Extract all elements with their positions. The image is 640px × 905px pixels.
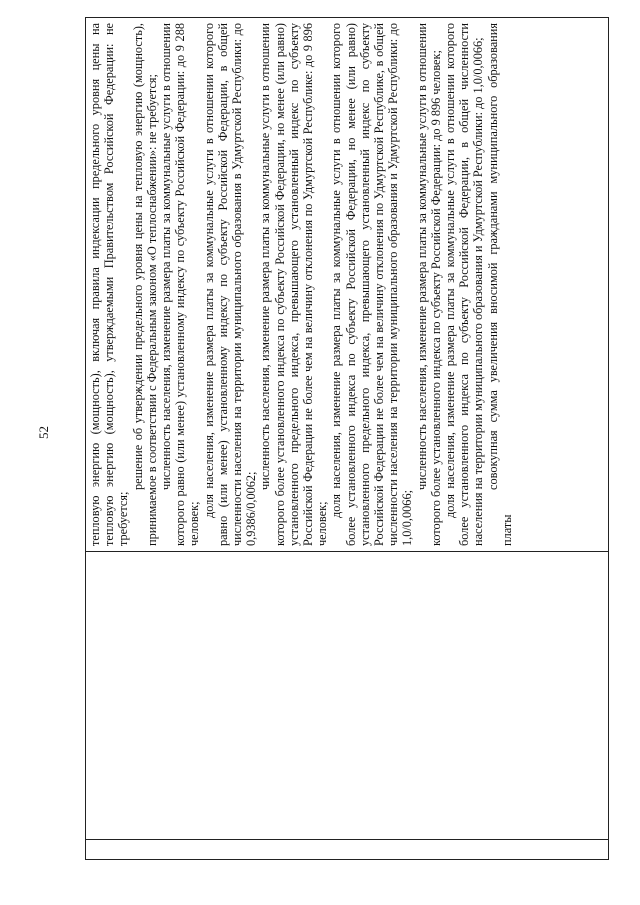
paragraph: численность населения, изменение размера платы за коммунальные услуги в отношении которого более установленного индекса по субъекту Российской Федерации: до 9 896 человек; <box>414 23 443 546</box>
paragraph: доля населения, изменение размера платы за коммунальные услуги в отношении которого равно (или менее) установленному индексу по субъекту Российской Федерации, в общей численности населения на территории муниципального образования в Удмуртской Республики: до 0,9386/0,0062; <box>201 23 259 546</box>
table-cell-name <box>86 552 609 840</box>
paragraph: решение об утверждении предельного уровня цены на тепловую энергию (мощность), принимаемое в соответствии с Федеральным законом «О теплоснабжении»: не требуется; <box>130 23 159 546</box>
paragraph: тепловую энергию (мощность), включая правила индексации предельного уровня цены на тепловую энергию (мощность), утверждаемыми Правительством Российской Федерации: не требуется; <box>88 23 131 546</box>
document-table <box>85 17 609 860</box>
page-number: 52 <box>36 426 51 439</box>
paragraph: численность населения, изменение размера платы за коммунальные услуги в отношении которого равно (или менее) установленному индексу по субъекту Российской Федерации: до 9 288 человек; <box>159 23 202 546</box>
paragraph: доля населения, изменение размера платы за коммунальные услуги в отношении которого более установленного индекса по субъекту Российской Федерации, но менее (или равно) установленного предельного индекса, превышающего установленный индекс по субъекту Российской Федерации не более чем на величину отклонения по Удмуртской Республике, в общей численности населения на территории муниципального образования и Удмуртской Республики: до 1,0/0,0066; <box>329 23 415 546</box>
paragraph: совокупная сумма увеличения вносимой гражданами муниципального образования платы <box>485 23 514 546</box>
paragraph: доля населения, изменение размера платы за коммунальные услуги в отношении которого более установленного индекса по субъекту Российской Федерации, в общей численности населения на территории муниципального образования и Удмуртской Республики: до 1,0/0,0066; <box>443 23 486 546</box>
rotated-page-content <box>85 17 609 860</box>
table-cell-content <box>86 18 609 552</box>
paragraph: численность населения, изменение размера платы за коммунальные услуги в отношении которого более установленного индекса по субъекту Российской Федерации, но менее (или равно) установленного предельного индекса, превышающего установленный индекс по субъекту Российской Федерации не более чем на величину отклонения по Удмуртской Республике: до 9 896 человек; <box>258 23 330 546</box>
table-row <box>86 18 609 860</box>
table-cell-index <box>86 840 609 860</box>
